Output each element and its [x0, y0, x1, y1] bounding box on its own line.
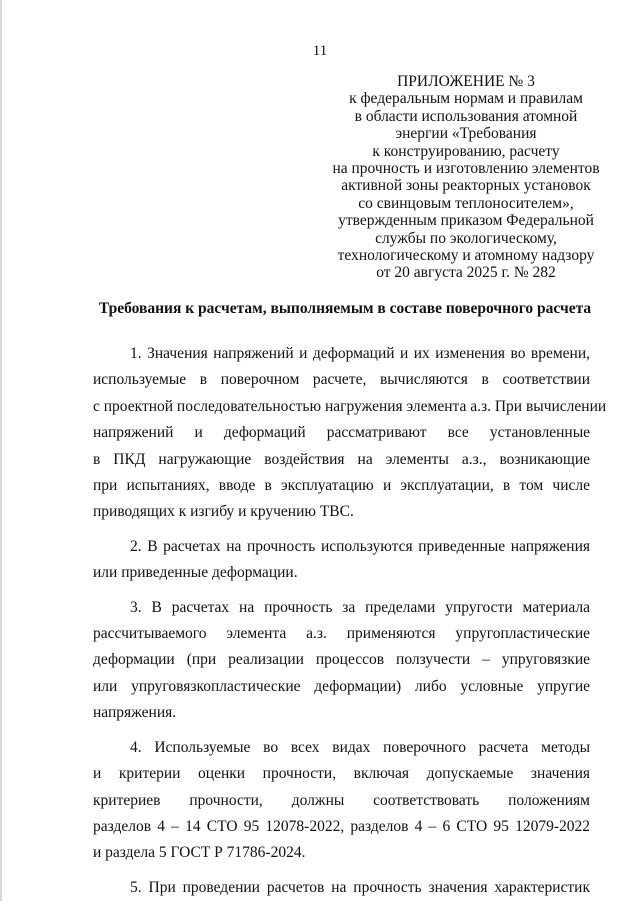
text-line: рассчитываемого элемента а.з. применяются упругопластические — [93, 625, 590, 643]
paragraph-1 — [93, 341, 607, 526]
appendix-line: службы по экологическому, — [375, 229, 557, 247]
appendix-line: энергии «Требования — [395, 125, 537, 143]
text-line: и раздела 5 ГОСТ Р 71786-2024. — [93, 844, 306, 862]
appendix-line: от 20 августа 2025 г. № 282 — [376, 264, 556, 282]
text-line: напряжения. — [93, 704, 177, 722]
text-line: критериев прочности, должны соответствовать положениям — [93, 791, 590, 809]
text-line: 2. В расчетах на прочность используются приведенные напряжения — [130, 537, 590, 555]
paragraph-4 — [93, 735, 590, 867]
text-line: или упруговязкопластические деформации) либо условные упругие — [93, 677, 590, 695]
text-line: 4. Используемые во всех видах поверочного расчета методы — [130, 738, 590, 756]
appendix-line: к федеральным нормам и правилам — [349, 90, 583, 108]
text-line: напряжений и деформаций рассматривают все установленные — [93, 424, 590, 442]
text-line: при испытаниях, вводе в эксплуатацию и эксплуатации, в том числе — [93, 477, 590, 495]
appendix-line: со свинцовым теплоносителем», — [358, 194, 574, 212]
text-line: 1. Значения напряжений и деформаций и их изменения во времени, — [130, 345, 590, 362]
text-line: и критерии оценки прочности, включая допускаемые значения — [93, 765, 590, 783]
appendix-line: к конструированию, расчету — [372, 142, 560, 160]
text-line: используемые в поверочном расчете, вычисляются в соответствии — [93, 371, 590, 389]
text-line: с проектной последовательностью нагружения элемента а.з. При вычислении — [93, 397, 607, 415]
paragraph-2 — [93, 534, 590, 587]
appendix-line: активной зоны реакторных установок — [341, 177, 591, 195]
section-title: Требования к расчетам, выполняемым в составе поверочного расчета — [98, 300, 592, 317]
text-line: или приведенные деформации. — [93, 564, 298, 582]
text-line: в ПКД нагружающие воздействия на элементы а.з., возникающие — [93, 450, 590, 468]
appendix-line: технологическому и атомному надзору — [337, 247, 595, 265]
scan-edge — [0, 0, 2, 901]
appendix-line: на прочность и изготовлению элементов — [332, 160, 600, 178]
appendix-line: утвержденным приказом Федеральной — [338, 212, 594, 230]
page-number: 11 — [312, 43, 328, 59]
text-line: разделов 4 – 14 СТО 95 12078-2022, разделов 4 – 6 СТО 95 12079-2022 — [93, 817, 590, 835]
appendix-line: в области использования атомной — [354, 107, 578, 125]
text-line: 3. В расчетах на прочность за пределами упругости материала — [130, 598, 590, 616]
text-line: 5. При проведении расчетов на прочность значения характеристик — [130, 878, 590, 896]
text-line: приводящих к изгибу и кручению ТВС. — [93, 503, 354, 521]
paragraph-5 — [93, 875, 590, 901]
text-line: деформации (при реализации процессов ползучести – упруговязкие — [93, 651, 590, 669]
body-text — [93, 341, 607, 909]
appendix-header — [332, 73, 600, 282]
appendix-line: ПРИЛОЖЕНИЕ № 3 — [397, 73, 535, 90]
paragraph-3 — [93, 595, 590, 727]
